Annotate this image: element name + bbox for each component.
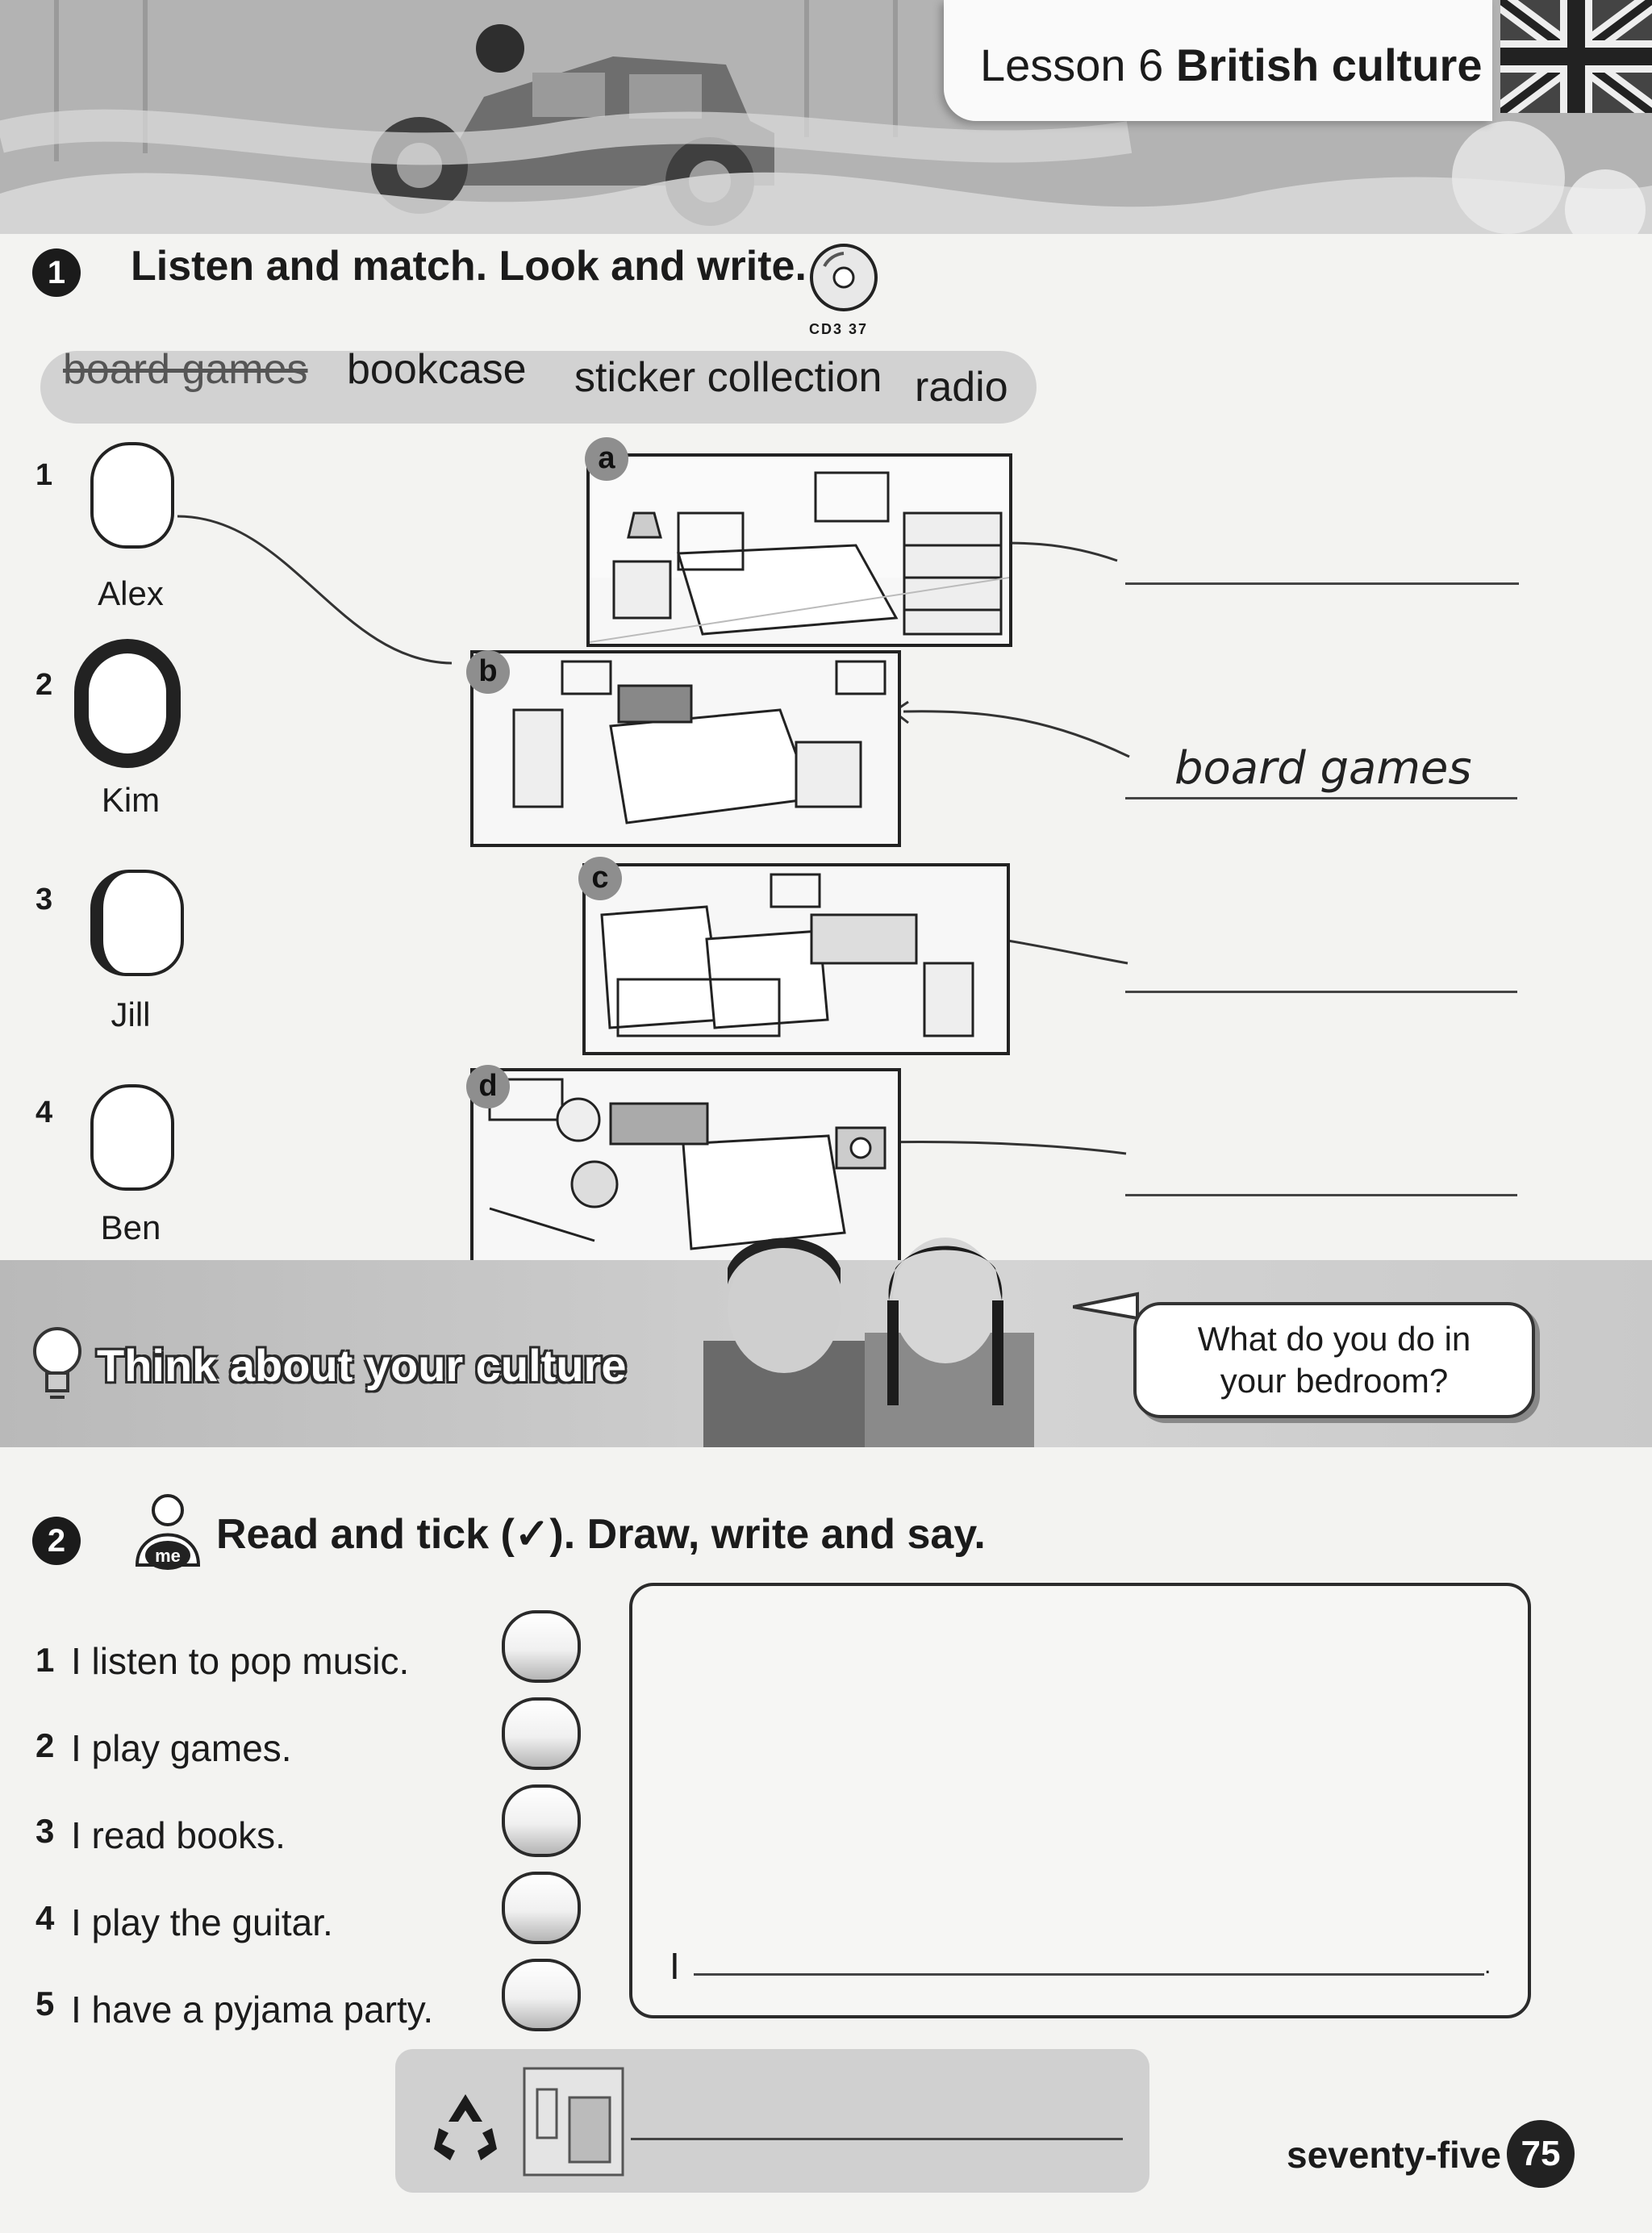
speech-bubble [1133, 1302, 1535, 1418]
item-number: 4 [35, 1899, 55, 1937]
me-label: me [155, 1546, 181, 1566]
kid-number: 3 [35, 883, 53, 916]
page-number-word: seventy-five [1287, 2134, 1501, 2176]
answer-line-c[interactable] [1125, 991, 1517, 993]
exercise-1-instruction: Listen and match. Look and write. [131, 243, 807, 290]
picture-c-bedroom [582, 863, 1010, 1055]
answer-line-b[interactable] [1125, 797, 1517, 799]
think-title: Think about your culture [97, 1340, 627, 1391]
tick-box-2[interactable] [502, 1697, 581, 1770]
speech-tail [1073, 1291, 1145, 1323]
answer-text-b: board games [1174, 742, 1472, 795]
me-icon [129, 1492, 206, 1576]
bubble-line-1: What do you do in [1197, 1320, 1471, 1358]
picture-letter: d [466, 1065, 510, 1108]
kid-number: 1 [35, 458, 53, 492]
kid-name: Kim [101, 781, 161, 819]
item-text: I play the guitar. [71, 1901, 333, 1943]
write-line[interactable] [694, 1973, 1484, 1976]
word-bank-item: radio [915, 364, 1008, 411]
picture-letter: c [578, 857, 622, 900]
item-text: I play games. [71, 1727, 292, 1769]
recycle-icon [424, 2088, 507, 2165]
picture-b-bedroom [470, 650, 901, 847]
item-number: 5 [35, 1985, 55, 2022]
recycle-write-line[interactable] [631, 2138, 1123, 2140]
tick-box-5[interactable] [502, 1959, 581, 2031]
kid-number: 4 [35, 1096, 53, 1129]
word-bank-item: bookcase [347, 346, 527, 393]
kid-name: Ben [100, 1208, 161, 1246]
answer-line-d[interactable] [1125, 1194, 1517, 1196]
item-text: I have a pyjama party. [71, 1989, 434, 2031]
word-bank-item: sticker collection [574, 354, 882, 401]
item-number: 3 [35, 1812, 55, 1850]
lesson-topic: British culture [1175, 40, 1483, 90]
tick-box-1[interactable] [502, 1610, 581, 1683]
exercise-1-badge: 1 [32, 248, 81, 297]
drawing-box[interactable] [629, 1583, 1531, 2018]
lesson-label: Lesson 6 [980, 40, 1164, 90]
answer-line-a[interactable] [1125, 582, 1519, 585]
item-text: I listen to pop music. [71, 1640, 410, 1682]
picture-letter: b [466, 650, 510, 694]
item-number: 2 [35, 1726, 55, 1764]
picture-a-bedroom [586, 453, 1012, 647]
lightbulb-icon [29, 1323, 86, 1404]
bubble-line-2: your bedroom? [1220, 1362, 1449, 1400]
room-thumbnail [521, 2065, 626, 2178]
kid-name: Jill [111, 995, 151, 1033]
kid-number: 2 [35, 668, 53, 702]
page-number-badge: 75 [1507, 2120, 1575, 2188]
word-bank-item: board games [63, 346, 308, 393]
recycle-footer-bar [395, 2049, 1149, 2193]
kid-name: Alex [98, 574, 164, 612]
item-number: 1 [35, 1641, 55, 1679]
cd-track-label: CD3 37 [809, 321, 869, 337]
write-prefix: I [670, 1945, 680, 1987]
item-text: I read books. [71, 1814, 286, 1856]
exercise-2-badge: 2 [32, 1517, 81, 1565]
picture-letter: a [585, 437, 628, 481]
exercise-2-instruction: Read and tick (✓). Draw, write and say. [216, 1511, 986, 1558]
children-photo [695, 1220, 1042, 1447]
tick-box-3[interactable] [502, 1784, 581, 1857]
write-suffix: . [1484, 1952, 1491, 1979]
tick-box-4[interactable] [502, 1872, 581, 1944]
